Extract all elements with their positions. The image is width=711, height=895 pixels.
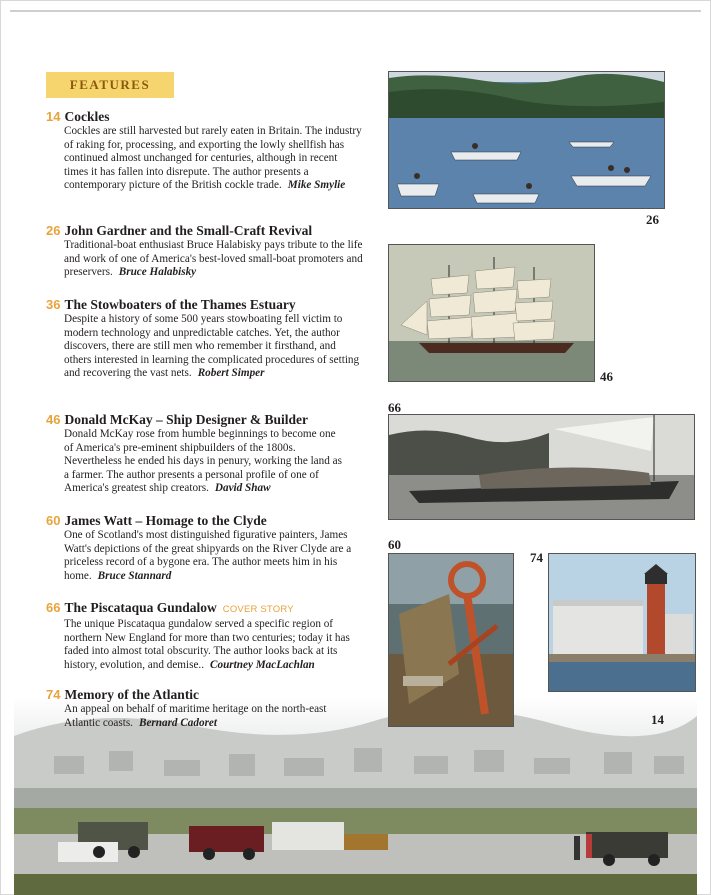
page-number: 26 bbox=[46, 223, 61, 238]
photo-caption: 74 bbox=[530, 550, 543, 565]
article-body: Donald McKay rose from humble beginnings to become one of America's pre-eminent shipbuilders of the 1800s. Nevertheless he ended his days in penury, working the land as a farmer. The author presents a personal profile of one of America's greatest ship creators. bbox=[64, 428, 342, 495]
article-body: One of Scotland's most distinguished figurative painters, James Watt's depictions of the great shipyards on the River Clyde are a priceless record of a bygone era. The author meets him in his home. bbox=[64, 529, 352, 582]
article-title: John Gardner and the Small-Craft Revival bbox=[64, 223, 313, 238]
article-donald-mckay[interactable] bbox=[46, 411, 362, 496]
article-james-watt[interactable] bbox=[46, 512, 362, 583]
article-title: The Piscataqua Gundalow bbox=[64, 600, 217, 615]
page-number: 66 bbox=[46, 600, 61, 615]
clipper-ship-painting bbox=[388, 244, 595, 382]
page-number: 14 bbox=[46, 109, 61, 124]
article-author: Bruce Halabisky bbox=[118, 266, 197, 279]
article-author: Courtney MacLachlan bbox=[210, 658, 315, 671]
article-cockles[interactable] bbox=[46, 108, 362, 193]
article-title: Memory of the Atlantic bbox=[64, 687, 200, 702]
top-rule bbox=[10, 10, 701, 12]
shipyard-painting bbox=[388, 553, 514, 727]
page-number: 74 bbox=[46, 687, 61, 702]
lighthouse-photo bbox=[548, 553, 696, 692]
article-body: An appeal on behalf of maritime heritage on the north-east Atlantic coasts. bbox=[64, 703, 327, 729]
article-title: James Watt – Homage to the Clyde bbox=[64, 513, 267, 528]
article-body: The unique Piscataqua gundalow served a specific region of northern New England for more than two centuries; today it has faded into almost total obscurity. The author looks back at its history, evolution, and demise.. bbox=[64, 618, 350, 671]
article-piscataqua-gundalow[interactable] bbox=[46, 599, 362, 672]
cover-story-tag: COVER STORY bbox=[222, 604, 294, 615]
section-label: FEATURES bbox=[46, 72, 174, 98]
article-author: Bruce Stannard bbox=[97, 569, 172, 582]
article-body: Cockles are still harvested but rarely eaten in Britain. The industry of raking for, processing, and exporting the lowly shellfish has continued almost unchanged for centuries, although in recent times it has fallen into disrepute. The author presents a contemporary picture of the British cockle trade. bbox=[64, 125, 362, 192]
article-john-gardner[interactable] bbox=[46, 222, 376, 280]
rowboats-photo bbox=[388, 71, 665, 209]
article-body: Traditional-boat enthusiast Bruce Halabisky pays tribute to the life and work of one of America's best-loved small-boat promoters and preservers. bbox=[64, 239, 363, 279]
article-memory-of-the-atlantic[interactable] bbox=[46, 686, 362, 730]
article-stowboaters[interactable] bbox=[46, 296, 362, 381]
page-number: 46 bbox=[46, 412, 61, 427]
article-author: Robert Simper bbox=[197, 367, 265, 380]
article-title: The Stowboaters of the Thames Estuary bbox=[64, 297, 296, 312]
page-number: 60 bbox=[46, 513, 61, 528]
photo-caption: 46 bbox=[600, 369, 613, 384]
article-author: Mike Smylie bbox=[287, 179, 346, 192]
gundalow-photo bbox=[388, 414, 695, 520]
page-number: 36 bbox=[46, 297, 61, 312]
photo-caption: 26 bbox=[646, 212, 659, 227]
photo-caption: 14 bbox=[651, 712, 664, 727]
article-title: Donald McKay – Ship Designer & Builder bbox=[64, 412, 308, 427]
article-author: David Shaw bbox=[214, 482, 271, 495]
photo-caption: 66 bbox=[388, 400, 401, 415]
article-title: Cockles bbox=[64, 109, 110, 124]
article-author: Bernard Cadoret bbox=[138, 716, 217, 729]
photo-caption: 60 bbox=[388, 537, 401, 552]
article-body: Despite a history of some 500 years stowboating fell victim to modern technology and unpredictable catches. Yet, the author discovers, there are still men who remember it firsthand, and others interested in learning the complicated procedures of setting and recovering the vast nets. bbox=[64, 313, 360, 380]
